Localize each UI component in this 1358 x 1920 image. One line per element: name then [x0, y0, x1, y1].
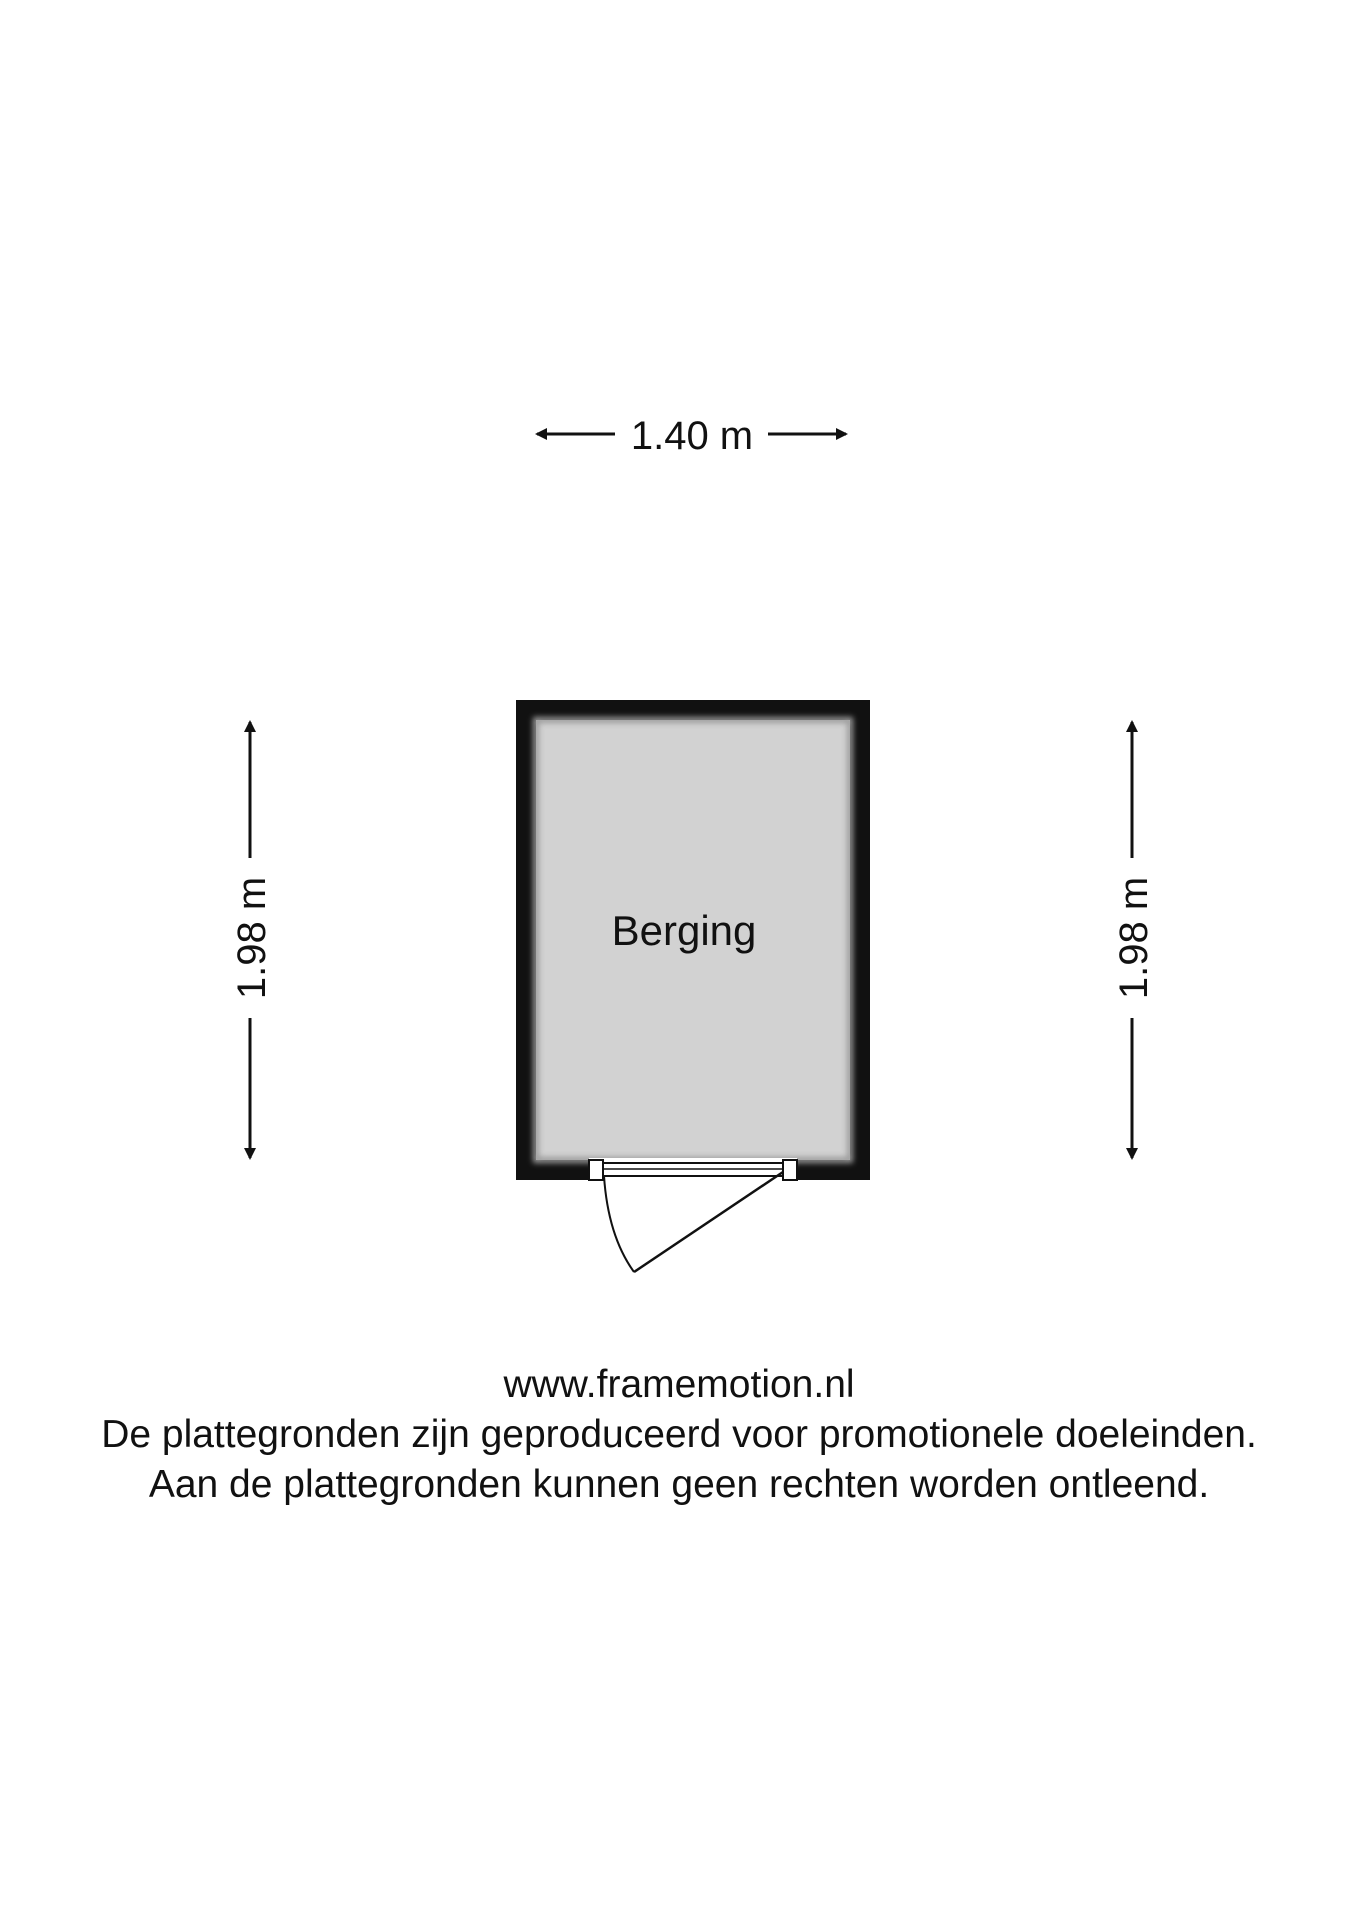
door-opening: [589, 1158, 797, 1182]
door-jamb-right: [783, 1160, 797, 1180]
room-berging: [516, 700, 870, 1272]
door-leaf: [634, 1172, 783, 1272]
room-label: Berging: [611, 907, 757, 954]
footer-disclaimer-line-1: De plattegronden zijn geproduceerd voor promotionele doeleinden.: [101, 1413, 1257, 1456]
door-swing-arc: [604, 1176, 634, 1272]
height-label-right: 1.98 m: [1112, 876, 1156, 1000]
footer-url: www.framemotion.nl: [503, 1363, 855, 1406]
width-dimension: [537, 414, 846, 458]
width-label: 1.40 m: [630, 414, 754, 458]
height-dimension-right: [1112, 722, 1156, 1158]
height-label-left: 1.98 m: [230, 876, 274, 1000]
footer-disclaimer-line-2: Aan de plattegronden kunnen geen rechten worden ontleend.: [148, 1463, 1210, 1506]
door-jamb-left: [589, 1160, 603, 1180]
height-dimension-left: [230, 722, 274, 1158]
